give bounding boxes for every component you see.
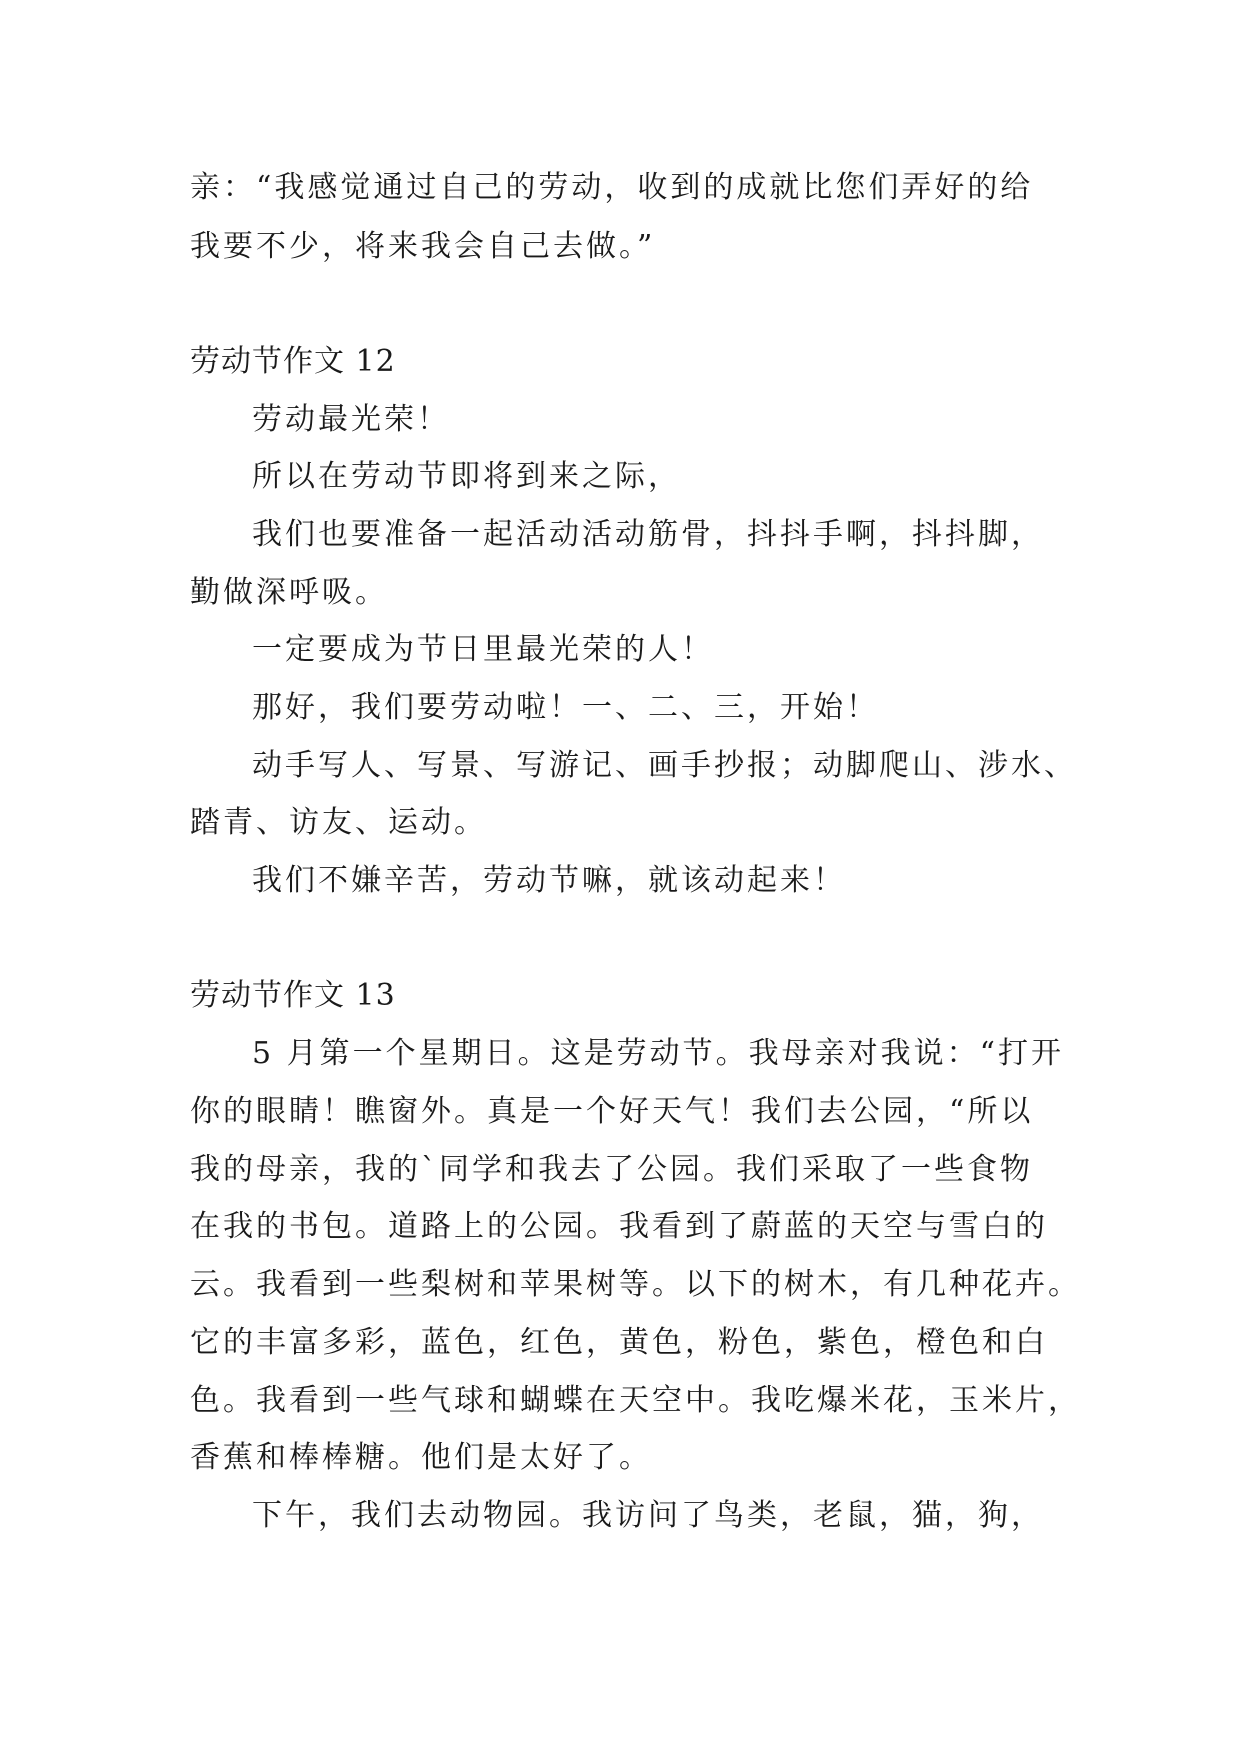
section-heading: 劳动节作文 12: [190, 344, 396, 379]
section-heading: 劳动节作文 13: [190, 978, 396, 1013]
paragraph-line: 色。我看到一些气球和蝴蝶在天空中。我吃爆米花，玉米片，: [190, 1383, 1081, 1418]
paragraph-line: 亲：“我感觉通过自己的劳动，收到的成就比您们弄好的给: [190, 170, 1034, 205]
paragraph-line: 香蕉和棒棒糖。他们是太好了。: [190, 1440, 652, 1475]
paragraph-line: 它的丰富多彩，蓝色，红色，黄色，粉色，紫色，橙色和白: [190, 1325, 1048, 1360]
paragraph-line: 我的母亲，我的`同学和我去了公园。我们采取了一些食物: [190, 1152, 1033, 1187]
paragraph-line: 在我的书包。道路上的公园。我看到了蔚蓝的天空与雪白的: [190, 1209, 1048, 1244]
paragraph-line: 劳动最光荣！: [252, 402, 450, 437]
paragraph-line: 我们不嫌辛苦，劳动节嘛，就该动起来！: [252, 863, 846, 898]
paragraph-line: 踏青、访友、运动。: [190, 805, 487, 840]
paragraph-line: 勤做深呼吸。: [190, 575, 388, 610]
paragraph-line: 我要不少，将来我会自己去做。”: [190, 229, 656, 264]
paragraph-line: 云。我看到一些梨树和苹果树等。以下的树木，有几种花卉。: [190, 1267, 1081, 1302]
paragraph-line: 我们也要准备一起活动活动筋骨，抖抖手啊，抖抖脚，: [252, 517, 1044, 552]
paragraph-line: 下午，我们去动物园。我访问了鸟类，老鼠，猫，狗，: [252, 1498, 1044, 1533]
paragraph-line: 一定要成为节日里最光荣的人！: [252, 632, 714, 667]
paragraph-line: 你的眼睛！瞧窗外。真是一个好天气！我们去公园，“所以: [190, 1094, 1034, 1129]
paragraph-line: 动手写人、写景、写游记、画手抄报；动脚爬山、涉水、: [252, 748, 1077, 783]
paragraph-line: 5 月第一个星期日。这是劳动节。我母亲对我说：“打开: [252, 1036, 1064, 1071]
paragraph-line: 所以在劳动节即将到来之际，: [252, 459, 681, 494]
paragraph-line: 那好，我们要劳动啦！一、二、三，开始！: [252, 690, 879, 725]
